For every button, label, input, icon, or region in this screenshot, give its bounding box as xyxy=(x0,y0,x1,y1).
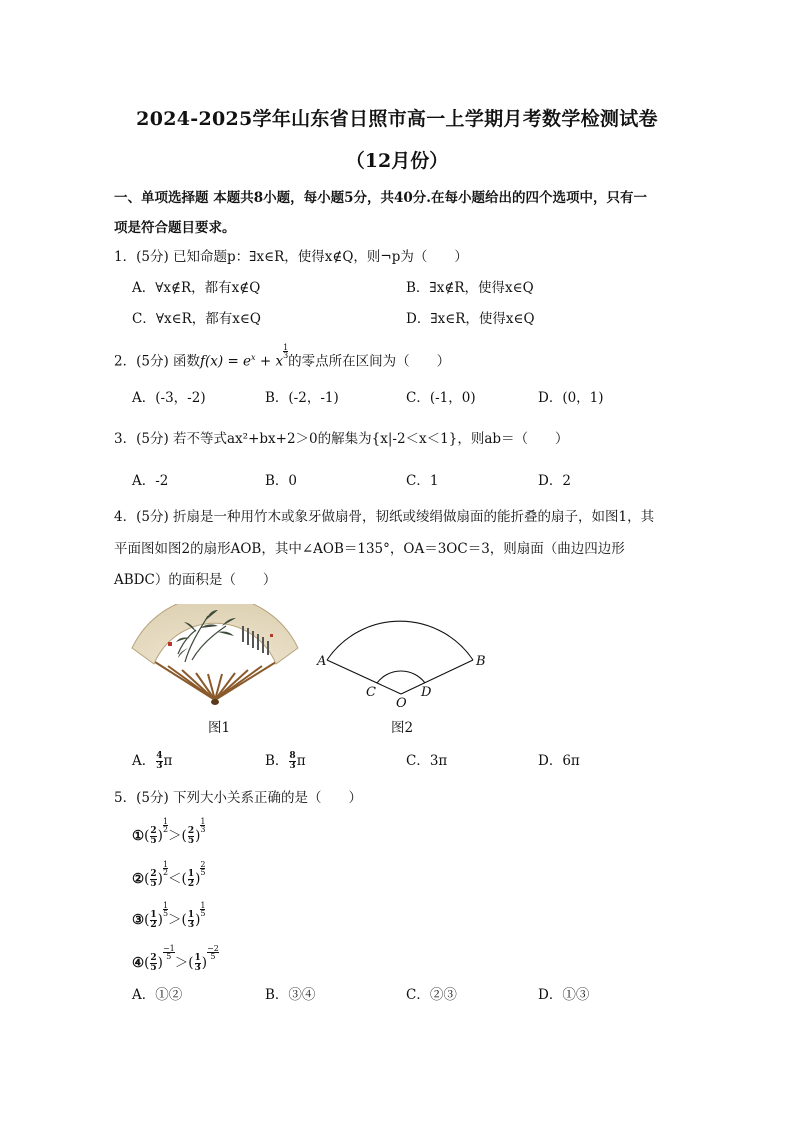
point-a-label: A xyxy=(317,654,327,669)
q5-item-2: ②( $\frac{2}{5}$ ) $\frac{1}{2}$ ＜( $\frac{1}{2}$ ) $\frac{2}{5}$ xyxy=(132,860,206,889)
q4-stem-line-1: 4．(5分) 折扇是一种用竹木或象牙做扇骨，韧纸或绫绢做扇面的能折叠的扇子，如图1，其 xyxy=(114,509,655,525)
q2-plus-x: + x xyxy=(255,353,284,370)
q5-item-4: ④( $\frac{2}{5}$ ) $\frac{-1}{5}$ ＞( $\frac{1}{3}$ ) $\frac{-2}{5}$ xyxy=(132,944,219,973)
q4-stem-line-3: ABDC）的面积是（ ） xyxy=(114,572,277,588)
q4-stem-line-2: 平面图如图2的扇形AOB，其中∠AOB＝135°，OA＝3OC＝3，则扇面（曲边四边形 xyxy=(114,541,625,557)
q4-option-d[interactable]: D．6π xyxy=(538,753,580,769)
q5-option-a[interactable]: A．①② xyxy=(132,987,183,1003)
q3-stem: 3．(5分) 若不等式ax²+bx+2＞0的解集为{x|-2＜x＜1}，则ab＝（ ） xyxy=(114,431,569,447)
q1-option-d[interactable]: D．∃x∈R，使得x∈Q xyxy=(406,311,535,327)
q5-stem: 5．(5分) 下列大小关系正确的是（ ） xyxy=(114,790,363,806)
q5-item-1: ①( $\frac{2}{5}$ ) $\frac{1}{2}$ ＞( $\frac{2}{5}$ ) $\frac{1}{3}$ xyxy=(132,817,206,846)
page-title: 2024-2025学年山东省日照市高一上学期月考数学检测试卷 xyxy=(136,108,658,130)
q2-option-d[interactable]: D．(0，1) xyxy=(538,390,604,406)
q3-option-a[interactable]: A．-2 xyxy=(132,473,169,489)
q5-option-d[interactable]: D．①③ xyxy=(538,987,590,1003)
q3-option-c[interactable]: C．1 xyxy=(406,473,439,489)
point-b-label: B xyxy=(476,654,486,669)
q2-option-b[interactable]: B．(-2，-1) xyxy=(265,390,339,406)
figure-1-caption: 图1 xyxy=(208,720,231,736)
q1-stem: 1．(5分) 已知命题p：∃x∈R，使得x∉Q，则¬p为（ ） xyxy=(114,249,468,265)
q2-exp-x: x xyxy=(251,353,256,362)
q4-option-b[interactable]: B． $\frac{8}{3}$ π xyxy=(265,751,306,771)
point-o-label: O xyxy=(396,696,407,710)
q2-stem-post: 的零点所在区间为（ ） xyxy=(288,353,451,370)
sector-diagram xyxy=(315,604,495,710)
q3-option-d[interactable]: D．2 xyxy=(538,473,571,489)
q2-option-c[interactable]: C．(-1，0) xyxy=(406,390,476,406)
point-d-label: D xyxy=(421,685,432,700)
figure-2-caption: 图2 xyxy=(391,720,414,736)
point-c-label: C xyxy=(366,685,376,700)
q2-exponent: $\frac{1}{3}$ xyxy=(283,342,289,360)
q5-item-3: ③( $\frac{1}{2}$ ) $\frac{1}{5}$ ＞( $\frac{1}{3}$ ) $\frac{1}{5}$ xyxy=(132,901,206,930)
q1-option-a[interactable]: A．∀x∉R，都有x∉Q xyxy=(132,280,261,296)
q1-option-b[interactable]: B．∃x∉R，使得x∈Q xyxy=(406,280,534,296)
q4-option-a[interactable]: A． $\frac{4}{3}$ π xyxy=(132,751,173,771)
section-line-1: 一、单项选择题 本题共8小题，每小题5分，共40分.在每小题给出的四个选项中，只有一 xyxy=(114,190,647,206)
section-line-2: 项是符合题目要求。 xyxy=(114,220,236,236)
q2-option-a[interactable]: A．(-3，-2) xyxy=(132,390,206,406)
q2-stem-pre: 2．(5分) 函数 xyxy=(114,353,201,370)
q2-function: f(x) = e xyxy=(200,353,252,370)
q2-stem xyxy=(114,342,451,371)
page-subtitle: （12月份） xyxy=(345,150,449,172)
q5-option-b[interactable]: B．③④ xyxy=(265,987,316,1003)
q4-option-c[interactable]: C．3π xyxy=(406,753,448,769)
q1-option-c[interactable]: C．∀x∈R，都有x∈Q xyxy=(132,311,261,327)
section-heading xyxy=(114,183,684,243)
q3-option-b[interactable]: B．0 xyxy=(265,473,298,489)
folding-fan-figure xyxy=(130,604,300,710)
q5-option-c[interactable]: C．②③ xyxy=(406,987,457,1003)
